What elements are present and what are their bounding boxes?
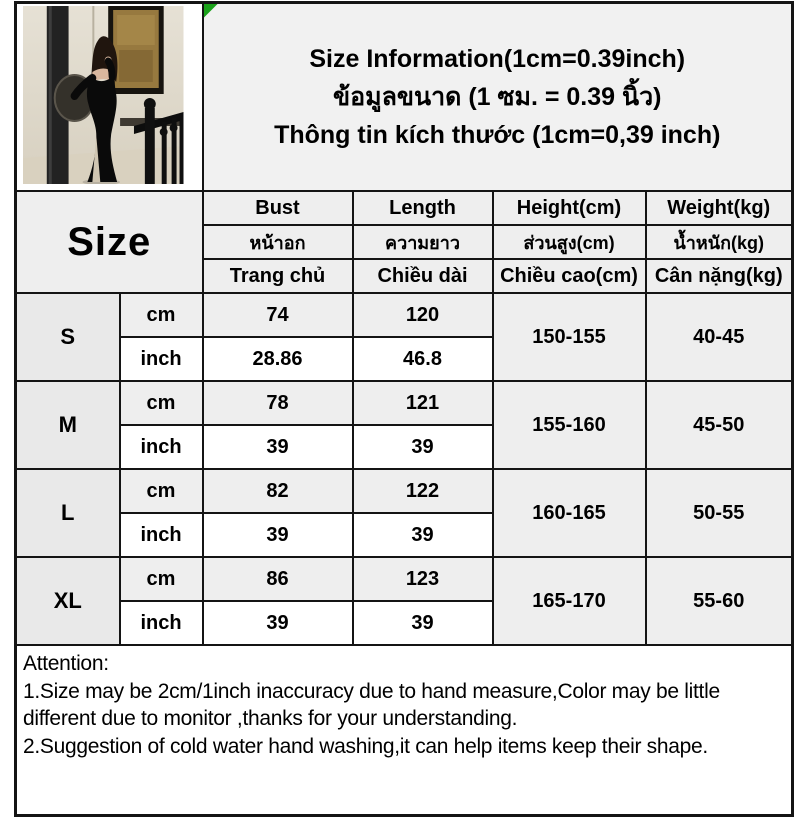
col-header-length-en: Length	[353, 191, 493, 225]
title-vietnamese: Thông tin kích thước (1cm=0,39 inch)	[274, 121, 721, 149]
s-bust-inch: 28.86	[203, 337, 353, 381]
col-header-height-th: ส่วนสูง(cm)	[493, 225, 646, 259]
title-thai: ข้อมูลขนาด (1 ซม. = 0.39 นิ้ว)	[333, 83, 662, 111]
l-length-inch: 39	[353, 513, 493, 557]
unit-label-cm: cm	[120, 381, 203, 425]
unit-label-inch: inch	[120, 601, 203, 645]
unit-label-inch: inch	[120, 337, 203, 381]
col-header-bust-en: Bust	[203, 191, 353, 225]
xl-length-inch: 39	[353, 601, 493, 645]
table-row-l-cm	[16, 469, 793, 513]
col-header-weight-vi: Cân nặng(kg)	[646, 259, 793, 293]
unit-label-cm: cm	[120, 293, 203, 337]
l-weight: 50-55	[646, 469, 793, 557]
m-bust-cm: 78	[203, 381, 353, 425]
title-cell	[203, 3, 793, 192]
l-length-cm: 122	[353, 469, 493, 513]
unit-label-cm: cm	[120, 557, 203, 601]
col-header-weight-en: Weight(kg)	[646, 191, 793, 225]
l-bust-cm: 82	[203, 469, 353, 513]
col-header-bust-vi: Trang chủ	[203, 259, 353, 293]
s-length-inch: 46.8	[353, 337, 493, 381]
col-header-length-vi: Chiều dài	[353, 259, 493, 293]
table-row-m-cm	[16, 381, 793, 425]
size-value-xl: XL	[16, 557, 120, 645]
s-length-cm: 120	[353, 293, 493, 337]
table-row-xl-cm	[16, 557, 793, 601]
unit-label-cm: cm	[120, 469, 203, 513]
col-header-height-vi: Chiều cao(cm)	[493, 259, 646, 293]
attention-note-1: 1.Size may be 2cm/1inch inaccuracy due to hand measure,Color may be little different due to monitor ,thanks for your understanding.	[23, 679, 720, 730]
attention-cell	[16, 645, 793, 816]
column-header-row-en	[16, 191, 793, 225]
col-header-length-th: ความยาว	[353, 225, 493, 259]
header-top-row	[16, 3, 793, 192]
table-row-s-cm	[16, 293, 793, 337]
m-weight: 45-50	[646, 381, 793, 469]
col-header-bust-th: หน้าอก	[203, 225, 353, 259]
size-value-m: M	[16, 381, 120, 469]
m-length-inch: 39	[353, 425, 493, 469]
s-height: 150-155	[493, 293, 646, 381]
xl-bust-inch: 39	[203, 601, 353, 645]
m-length-cm: 121	[353, 381, 493, 425]
attention-heading: Attention:	[23, 652, 109, 675]
attention-row	[16, 645, 793, 816]
xl-length-cm: 123	[353, 557, 493, 601]
size-chart-sheet	[14, 1, 794, 817]
xl-weight: 55-60	[646, 557, 793, 645]
green-corner-marker-icon	[204, 4, 218, 18]
attention-note-2: 2.Suggestion of cold water hand washing,it can help items keep their shape.	[23, 734, 708, 758]
m-height: 155-160	[493, 381, 646, 469]
xl-bust-cm: 86	[203, 557, 353, 601]
size-value-l: L	[16, 469, 120, 557]
col-header-weight-th: น้ำหนัก(kg)	[646, 225, 793, 259]
size-table	[14, 1, 794, 817]
col-header-height-en: Height(cm)	[493, 191, 646, 225]
size-value-s: S	[16, 293, 120, 381]
unit-label-inch: inch	[120, 513, 203, 557]
m-bust-inch: 39	[203, 425, 353, 469]
l-bust-inch: 39	[203, 513, 353, 557]
size-column-header: Size	[16, 191, 203, 293]
title-english: Size Information(1cm=0.39inch)	[309, 45, 686, 73]
s-weight: 40-45	[646, 293, 793, 381]
unit-label-inch: inch	[120, 425, 203, 469]
product-photo	[23, 6, 184, 184]
product-photo-cell	[16, 3, 203, 192]
model-photo-illustration	[23, 6, 184, 184]
l-height: 160-165	[493, 469, 646, 557]
s-bust-cm: 74	[203, 293, 353, 337]
xl-height: 165-170	[493, 557, 646, 645]
